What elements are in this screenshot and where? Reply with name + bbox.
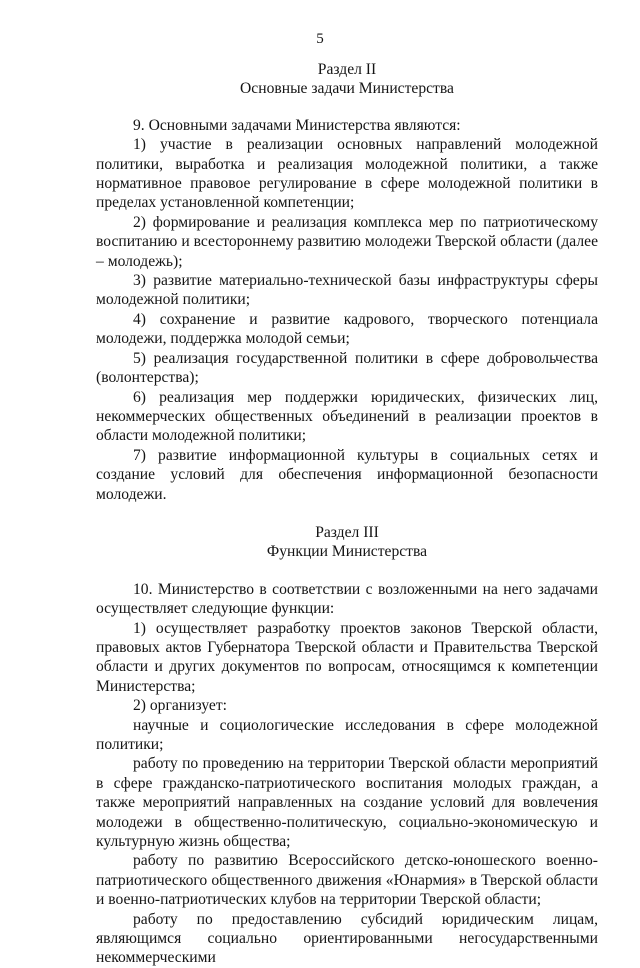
page-number: 5: [316, 31, 324, 47]
clause-10-item-2-subsidies: работу по предоставлению субсидий юридическим лицам, являющимся социально ориентированными негосударственными некоммерческими: [96, 910, 598, 967]
document-body: [96, 60, 598, 968]
section-3-subtitle: Функции Министерства: [266, 543, 428, 561]
clause-10-intro: 10. Министерство в соответствии с возложенными на него задачами осуществляет следующие функции:: [96, 580, 598, 618]
clause-9-item-5: 5) реализация государственной политики в сфере добровольчества (волонтерства);: [96, 349, 598, 387]
clause-9-item-1: 1) участие в реализации основных направлений молодежной политики, выработка и реализация молодежной политики, а также нормативное правовое регулирование в сфере молодежной политики в пределах установленной компетенции;: [96, 136, 598, 212]
clause-9-item-4: 4) сохранение и развитие кадрового, творческого потенциала молодежи, поддержка молодой семьи;: [96, 310, 598, 348]
section-2-heading: [96, 60, 598, 99]
section-2-subtitle: Основные задачи Министерства: [240, 80, 454, 98]
section-3-title: Раздел III: [315, 523, 379, 541]
section-3-heading: [96, 523, 598, 562]
clause-9-intro: 9. Основными задачами Министерства являются:: [133, 116, 461, 134]
clause-10-item-2-research: научные и социологические исследования в сфере молодежной политики;: [96, 716, 598, 753]
clause-9-item-7: 7) развитие информационной культуры в социальных сетях и создание условий для обеспечения информационной безопасности молодежи.: [96, 446, 598, 503]
clause-10-item-2: 2) организует:: [133, 697, 227, 715]
section-2-title: Раздел II: [317, 61, 377, 78]
clause-9-item-6: 6) реализация мер поддержки юридических, физических лиц, некоммерческих общественных объединений в реализации проектов в области молодежной политики;: [96, 388, 598, 445]
clause-10-item-2-events: работу по проведению на территории Тверской области мероприятий в сфере гражданско-патриотического воспитания молодых граждан, а также мероприятий направленных на создание условий для вовлечения молодежи в общественно-политическую, социально-экономическую и культурную жизнь общества;: [96, 755, 598, 851]
clause-10-item-1: 1) осуществляет разработку проектов законов Тверской области, правовых актов Губернатора Тверской области и Правительства Тверской области и других документов по вопросам, относящимся к компетенции Министерства;: [96, 619, 598, 695]
clause-9-item-2: 2) формирование и реализация комплекса мер по патриотическому воспитанию и всестороннему развитию молодежи Тверской области (далее – молодежь);: [96, 213, 598, 270]
clause-9-item-3: 3) развитие материально-технической базы инфраструктуры сферы молодежной политики;: [96, 272, 598, 309]
clause-10-item-2-yunarmiya: работу по развитию Всероссийского детско-юношеского военно-патриотического общественного движения «Юнармия» в Тверской области и военно-патриотических клубов на территории Тверской области;: [96, 852, 598, 909]
